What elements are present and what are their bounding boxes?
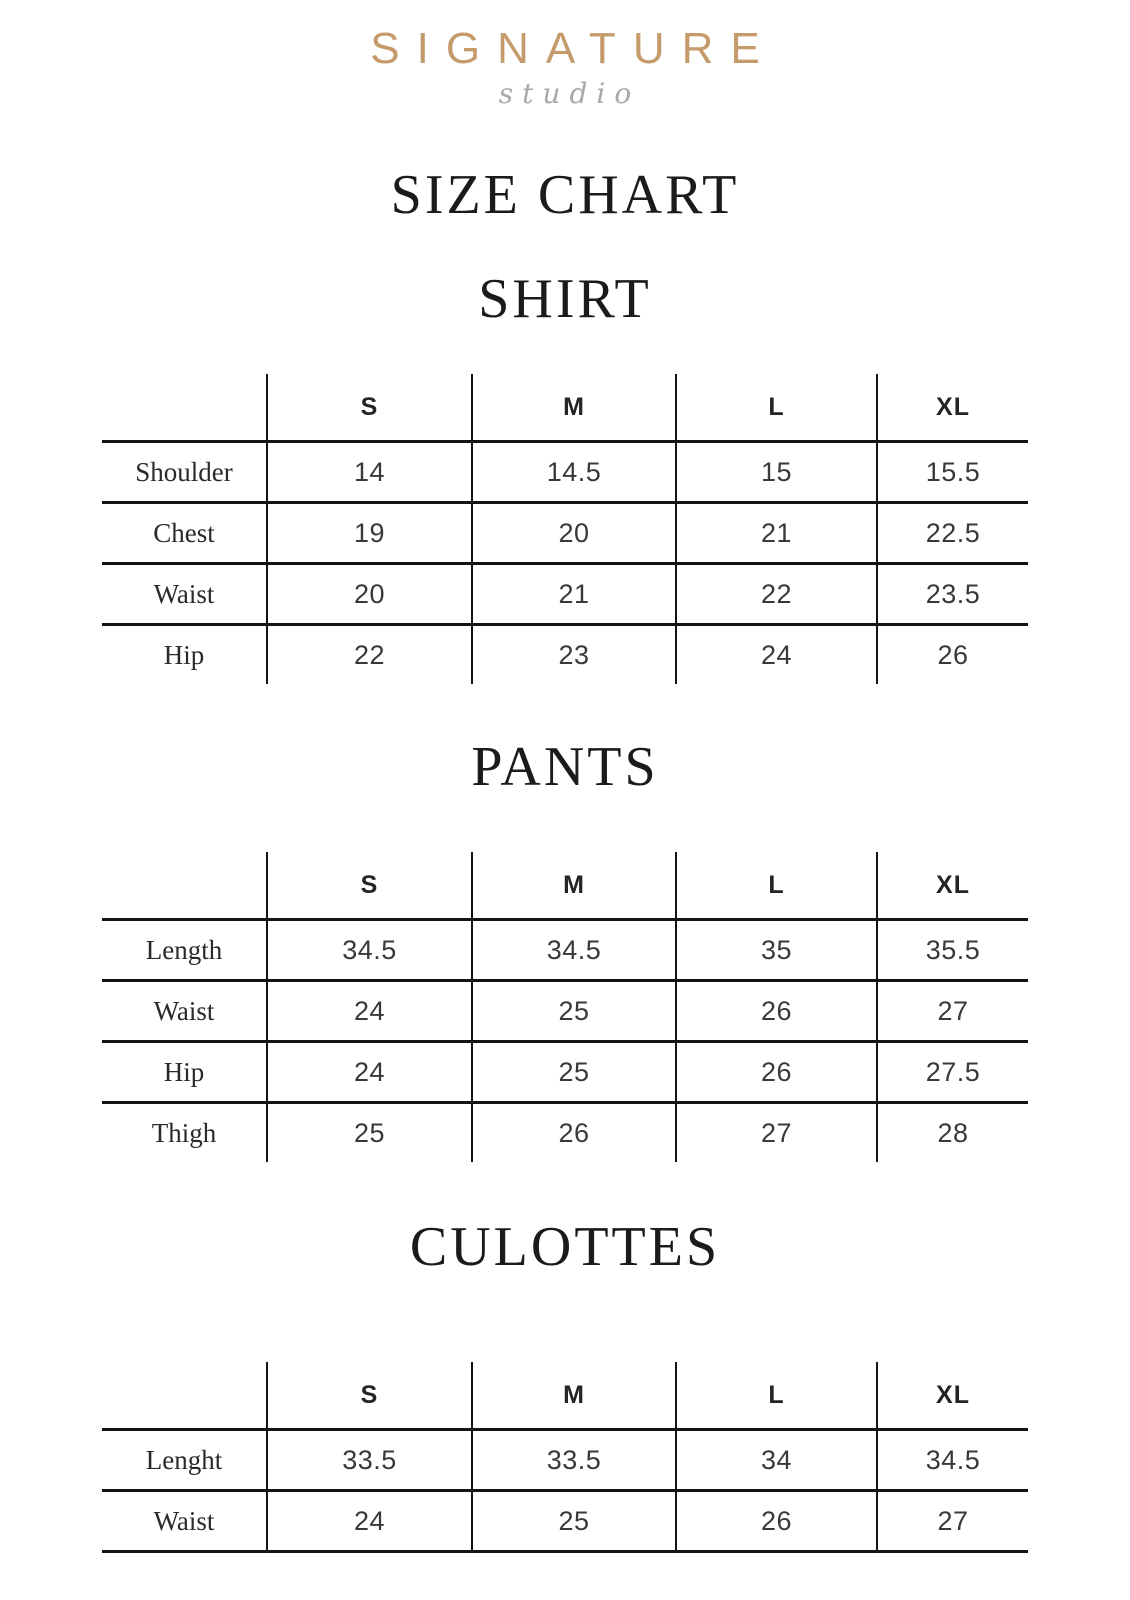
table-cell: 27.5 xyxy=(876,1043,1028,1101)
table-corner-cell xyxy=(102,852,266,918)
table-cell: 33.5 xyxy=(471,1431,675,1489)
shirt-size-table xyxy=(102,374,1028,684)
row-label: Shoulder xyxy=(135,456,233,487)
row-label: Waist xyxy=(153,578,215,609)
pants-row-waist xyxy=(102,979,1028,1040)
pants-size-table xyxy=(102,852,1028,1162)
table-cell: 27 xyxy=(876,982,1028,1040)
table-cell: 22 xyxy=(266,626,471,684)
table-cell: 26 xyxy=(876,626,1028,684)
column-header-l: L xyxy=(675,374,876,440)
pants-row-hip xyxy=(102,1040,1028,1101)
column-header-s: S xyxy=(266,374,471,440)
row-label: Waist xyxy=(153,1505,215,1536)
row-label: Thigh xyxy=(151,1117,217,1148)
column-header-xl: XL xyxy=(876,1362,1028,1428)
column-header-m: M xyxy=(471,374,675,440)
column-header-s: S xyxy=(266,852,471,918)
table-cell: 21 xyxy=(675,504,876,562)
table-cell: 20 xyxy=(266,565,471,623)
table-cell: 23.5 xyxy=(876,565,1028,623)
table-cell: 34.5 xyxy=(876,1431,1028,1489)
table-cell: 24 xyxy=(266,1492,471,1550)
table-cell: 20 xyxy=(471,504,675,562)
table-corner-cell xyxy=(102,374,266,440)
table-cell: 15 xyxy=(675,443,876,501)
row-label: Hip xyxy=(163,639,205,670)
pants-row-length xyxy=(102,918,1028,979)
culottes-size-table xyxy=(102,1362,1028,1553)
table-cell: 27 xyxy=(876,1492,1028,1550)
table-cell: 25 xyxy=(471,1043,675,1101)
column-header-m: M xyxy=(471,1362,675,1428)
shirt-row-shoulder xyxy=(102,440,1028,501)
row-label: Lenght xyxy=(145,1444,223,1475)
table-cell: 28 xyxy=(876,1104,1028,1162)
table-cell: 25 xyxy=(471,982,675,1040)
table-cell: 24 xyxy=(675,626,876,684)
table-cell: 14 xyxy=(266,443,471,501)
table-cell: 26 xyxy=(471,1104,675,1162)
table-cell: 24 xyxy=(266,982,471,1040)
brand-subtitle: studio xyxy=(498,77,641,110)
table-cell: 19 xyxy=(266,504,471,562)
section-title-shirt: SHIRT xyxy=(478,268,652,330)
section-title-culottes: CULOTTES xyxy=(409,1216,721,1278)
row-label: Length xyxy=(145,934,223,965)
table-cell: 34 xyxy=(675,1431,876,1489)
culottes-row-waist xyxy=(102,1489,1028,1553)
shirt-header-row xyxy=(102,374,1028,440)
table-cell: 34.5 xyxy=(471,921,675,979)
table-cell: 35.5 xyxy=(876,921,1028,979)
culottes-header-row xyxy=(102,1362,1028,1428)
column-header-m: M xyxy=(471,852,675,918)
table-cell: 25 xyxy=(471,1492,675,1550)
table-cell: 33.5 xyxy=(266,1431,471,1489)
row-label: Chest xyxy=(153,517,215,548)
table-cell: 27 xyxy=(675,1104,876,1162)
table-cell: 26 xyxy=(675,1043,876,1101)
table-cell: 21 xyxy=(471,565,675,623)
section-title-pants: PANTS xyxy=(471,736,659,798)
table-cell: 26 xyxy=(675,1492,876,1550)
table-cell: 25 xyxy=(266,1104,471,1162)
column-header-xl: XL xyxy=(876,374,1028,440)
row-label: Waist xyxy=(153,995,215,1026)
table-cell: 34.5 xyxy=(266,921,471,979)
pants-header-row xyxy=(102,852,1028,918)
table-corner-cell xyxy=(102,1362,266,1428)
column-header-l: L xyxy=(675,852,876,918)
row-label: Hip xyxy=(163,1056,205,1087)
table-cell: 14.5 xyxy=(471,443,675,501)
brand-logo xyxy=(0,0,1130,110)
page-title: SIZE CHART xyxy=(390,164,740,226)
brand-name: SIGNATURE xyxy=(370,24,777,73)
table-cell: 35 xyxy=(675,921,876,979)
shirt-row-chest xyxy=(102,501,1028,562)
table-cell: 24 xyxy=(266,1043,471,1101)
column-header-s: S xyxy=(266,1362,471,1428)
pants-row-thigh xyxy=(102,1101,1028,1162)
table-cell: 15.5 xyxy=(876,443,1028,501)
column-header-l: L xyxy=(675,1362,876,1428)
shirt-row-hip xyxy=(102,623,1028,684)
column-header-xl: XL xyxy=(876,852,1028,918)
table-cell: 22 xyxy=(675,565,876,623)
table-cell: 22.5 xyxy=(876,504,1028,562)
table-cell: 26 xyxy=(675,982,876,1040)
table-cell: 23 xyxy=(471,626,675,684)
shirt-row-waist xyxy=(102,562,1028,623)
culottes-row-lenght xyxy=(102,1428,1028,1489)
